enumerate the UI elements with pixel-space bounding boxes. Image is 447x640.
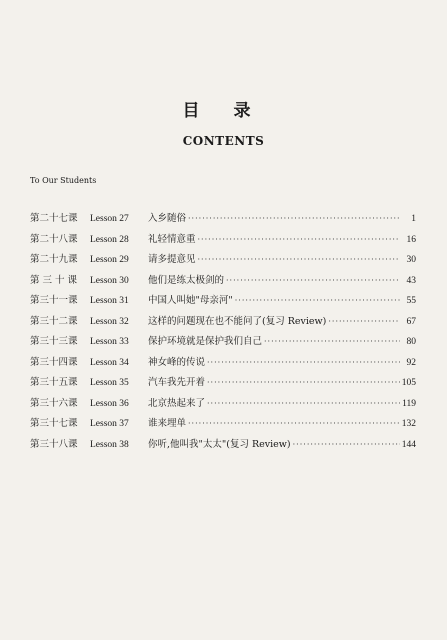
dot-leader — [207, 358, 400, 367]
dot-leader — [293, 440, 400, 449]
page-number: 119 — [402, 398, 416, 409]
lesson-title: 保护环境就是保护我们自己 — [148, 336, 263, 347]
dot-leader — [188, 214, 400, 223]
page-number: 132 — [401, 419, 416, 429]
lesson-title: 你听,他叫我"太太"(复习 Review) — [148, 438, 291, 450]
page-number: 1 — [411, 214, 416, 224]
lesson-title: 入乡随俗 — [148, 213, 187, 224]
page-number: 144 — [401, 439, 416, 450]
toc-row — [30, 415, 416, 436]
toc-row — [30, 210, 416, 231]
page-number: 30 — [406, 255, 416, 265]
lesson-number: Lesson 27 — [90, 214, 129, 224]
dot-leader — [226, 276, 400, 285]
dot-leader — [207, 399, 400, 408]
lesson-number: Lesson 37 — [90, 419, 129, 429]
lesson-number: Lesson 32 — [90, 316, 129, 327]
toc-row — [30, 354, 416, 375]
lesson-title: 汽车我先开着 — [148, 377, 206, 388]
dot-leader — [328, 317, 400, 326]
dot-leader — [264, 337, 400, 346]
dot-leader — [188, 419, 400, 428]
toc-row — [30, 292, 416, 313]
lesson-number-chinese: 第三十五课 — [30, 377, 78, 388]
page-title-chinese: 目 录 — [182, 101, 265, 121]
lesson-number: Lesson 29 — [90, 255, 129, 265]
toc-row — [30, 251, 416, 272]
lesson-number-chinese: 第三十四课 — [30, 356, 78, 368]
lesson-number-chinese: 第二十七课 — [30, 213, 78, 224]
lesson-title: 中国人叫她"母亲河" — [148, 295, 233, 306]
lesson-number: Lesson 31 — [90, 296, 129, 306]
lesson-number: Lesson 38 — [90, 439, 129, 450]
toc-row — [30, 333, 416, 354]
dot-leader — [235, 296, 400, 305]
lesson-number-chinese: 第二十八课 — [30, 233, 78, 245]
toc-row — [30, 395, 416, 416]
lesson-number: Lesson 33 — [90, 337, 129, 347]
lesson-number-chinese: 第二十九课 — [30, 254, 78, 265]
page-number: 92 — [406, 357, 416, 368]
lesson-title: 请多提意见 — [148, 254, 196, 265]
lesson-number-chinese: 第三十七课 — [30, 418, 78, 429]
lesson-number: Lesson 34 — [90, 357, 129, 368]
toc-row — [30, 313, 416, 334]
page-number: 55 — [406, 296, 416, 306]
lesson-number: Lesson 30 — [90, 275, 129, 286]
page-number: 105 — [401, 378, 416, 388]
lesson-number: Lesson 36 — [90, 398, 129, 409]
lesson-number-chinese: 第三十一课 — [30, 295, 78, 306]
page-number: 67 — [406, 316, 416, 327]
intro-entry: To Our Students — [30, 176, 97, 185]
lesson-number-chinese: 第三十六课 — [30, 397, 78, 409]
lesson-number: Lesson 35 — [90, 378, 129, 388]
lesson-number: Lesson 28 — [90, 234, 129, 245]
page-number: 80 — [406, 337, 416, 347]
toc-row — [30, 374, 416, 395]
lesson-number-chinese: 第三十八课 — [30, 438, 78, 450]
lesson-title: 礼轻情意重 — [148, 233, 196, 245]
lesson-number-chinese: 第 三 十 课 — [30, 274, 78, 286]
lesson-number-chinese: 第三十三课 — [30, 336, 78, 347]
lesson-title: 这样的问题现在也不能问了(复习 Review) — [148, 315, 327, 327]
toc-row — [30, 436, 416, 457]
dot-leader — [198, 255, 400, 264]
page-number: 16 — [406, 234, 416, 245]
dot-leader — [198, 235, 400, 244]
table-of-contents — [30, 210, 416, 456]
page-title-english: CONTENTS — [182, 134, 265, 148]
lesson-title: 北京热起来了 — [148, 397, 206, 409]
page-number: 43 — [406, 275, 416, 286]
toc-row — [30, 272, 416, 293]
lesson-number-chinese: 第三十二课 — [30, 315, 78, 327]
lesson-title: 神女峰的传说 — [148, 356, 206, 368]
lesson-title: 他们是练太极剑的 — [148, 274, 225, 286]
lesson-title: 谁来埋单 — [148, 418, 187, 429]
toc-row — [30, 231, 416, 252]
dot-leader — [207, 378, 400, 387]
